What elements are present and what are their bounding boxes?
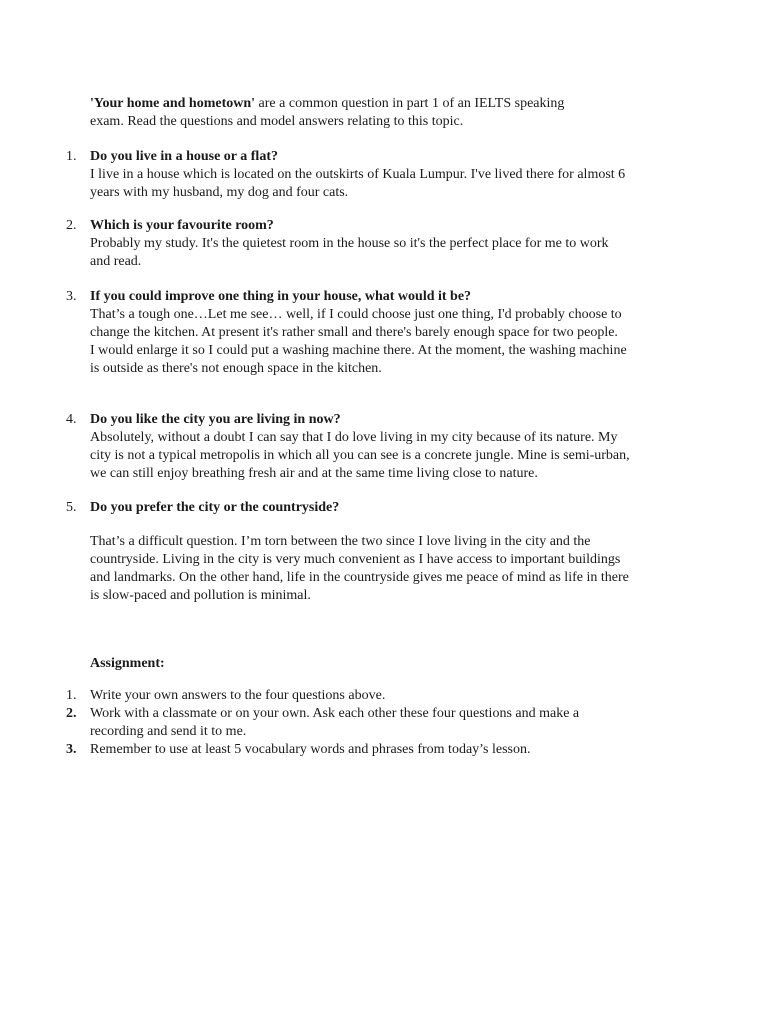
assignment-text: Remember to use at least 5 vocabulary words and phrases from today’s lesson. (90, 742, 531, 757)
intro-line-1 (90, 95, 630, 113)
question-item-3 (66, 288, 686, 378)
assignment-text: Write your own answers to the four questions above. (90, 688, 386, 703)
answer-line: I live in a house which is located on the outskirts of Kuala Lumpur. I've lived there for almost 6 (90, 167, 626, 182)
assignment-item-3 (66, 741, 666, 759)
assignment-heading: Assignment: (90, 656, 165, 671)
assignment-number: 2. (66, 706, 77, 721)
question-text: Do you live in a house or a flat? (90, 149, 278, 164)
answer-line: city is not a typical metropolis in which all you can see is a concrete jungle. Mine is semi-urban, (90, 448, 630, 463)
answer-line: That’s a difficult question. I’m torn between the two since I love living in the city and the (90, 534, 591, 549)
intro-topic: 'Your home and hometown' (90, 96, 256, 111)
question-item-1 (66, 148, 686, 202)
question-number: 5. (66, 500, 77, 515)
answer-line: years with my husband, my dog and four cats. (90, 185, 349, 200)
answer-line: Absolutely, without a doubt I can say that I do love living in my city because of its nature. My (90, 430, 618, 445)
answer-line: change the kitchen. At present it's rather small and there's barely enough space for two people. (90, 325, 618, 340)
intro-line-1-rest: are a common question in part 1 of an IELTS speaking (255, 96, 565, 111)
answer-line: we can still enjoy breathing fresh air and at the same time living close to nature. (90, 466, 538, 481)
question-text: Which is your favourite room? (90, 218, 274, 233)
answer-line: and landmarks. On the other hand, life in the countryside gives me peace of mind as life in there (90, 570, 629, 585)
assignment-item-2 (66, 705, 666, 741)
question-number: 3. (66, 289, 77, 304)
question-text: Do you like the city you are living in now? (90, 412, 341, 427)
answer-line: I would enlarge it so I could put a washing machine there. At the moment, the washing machine (90, 343, 627, 358)
intro-paragraph (90, 95, 630, 131)
answer-line: and read. (90, 254, 142, 269)
answer-line: That’s a tough one…Let me see… well, if I could choose just one thing, I'd probably choose to (90, 307, 622, 322)
question-number: 2. (66, 218, 77, 233)
answer-line: countryside. Living in the city is very much convenient as I have access to important buildings (90, 552, 621, 567)
question-number: 1. (66, 149, 77, 164)
assignment-text: Work with a classmate or on your own. Ask each other these four questions and make a (90, 706, 580, 721)
question-text: If you could improve one thing in your house, what would it be? (90, 289, 472, 304)
assignment-number: 3. (66, 742, 77, 757)
answer-line: is slow-paced and pollution is minimal. (90, 588, 311, 603)
question-item-2 (66, 217, 686, 271)
intro-line-2: exam. Read the questions and model answers relating to this topic. (90, 114, 464, 129)
question-item-5 (66, 499, 686, 605)
question-text: Do you prefer the city or the countryside? (90, 500, 340, 515)
assignment-text: recording and send it to me. (90, 724, 247, 739)
assignment-list (66, 687, 666, 759)
assignment-item-1 (66, 687, 666, 705)
question-item-4 (66, 411, 686, 483)
assignment-number: 1. (66, 688, 77, 703)
answer-line: is outside as there's not enough space in the kitchen. (90, 361, 382, 376)
question-number: 4. (66, 412, 77, 427)
answer-line: Probably my study. It's the quietest room in the house so it's the perfect place for me to work (90, 236, 609, 251)
